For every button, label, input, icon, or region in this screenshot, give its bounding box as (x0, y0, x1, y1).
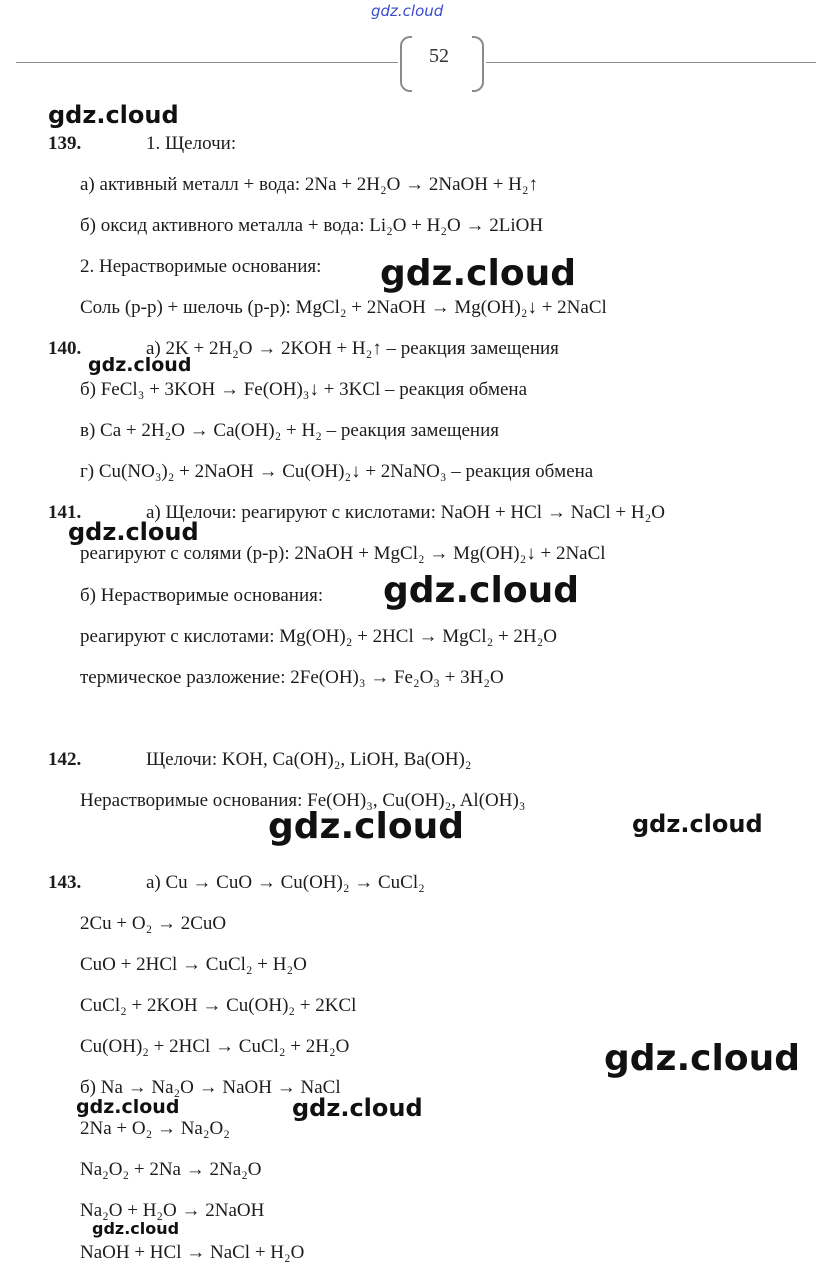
text-line: 2. Нерастворимые основания: (80, 256, 322, 277)
page-number-bracket-right (472, 36, 484, 92)
watermark: gdz.cloud (68, 518, 199, 546)
text-line: 2Cu + O₂ → 2CuO (80, 913, 227, 934)
watermark: gdz.cloud (383, 570, 579, 611)
watermark: gdz.cloud (268, 806, 464, 847)
watermark: gdz.cloud (292, 1094, 423, 1122)
text-line: а) 2K + 2H₂O → 2KOH + H₂↑ – реакция замещения (146, 338, 559, 359)
text-line: б) оксид активного металла + вода: Li₂O + H₂O → 2LiOH (80, 215, 544, 236)
text-line: CuCl₂ + 2KOH → Cu(OH)₂ + 2KCl (80, 995, 357, 1016)
text-line: NaOH + HCl → NaCl + H₂O (80, 1242, 305, 1263)
header-rule-left (16, 62, 398, 63)
page-number: 52 (429, 45, 449, 67)
text-line: Cu(OH)₂ + 2HCl → CuCl₂ + 2H₂O (80, 1036, 350, 1057)
problem-number: 143. (48, 872, 82, 893)
watermark: gdz.cloud (92, 1219, 180, 1238)
text-line: б) Na → Na₂O → NaOH → NaCl (80, 1077, 341, 1098)
page-number-bracket-left (400, 36, 412, 92)
text-line: б) Нерастворимые основания: (80, 585, 324, 606)
text-line: а) Щелочи: реагируют с кислотами: NaOH + HCl → NaCl + H₂O (146, 502, 665, 523)
text-line: термическое разложение: 2Fe(OH)₃ → Fe₂O₃ + 3H₂O (80, 667, 504, 688)
text-line: а) активный металл + вода: 2Na + 2H₂O → 2NaOH + H₂↑ (80, 174, 539, 195)
watermark: gdz.cloud (380, 253, 576, 294)
text-line: Нерастворимые основания: Fe(OH)₃, Cu(OH)₂, Al(OH)₃ (80, 790, 526, 811)
text-line: реагируют с кислотами: Mg(OH)₂ + 2HCl → MgCl₂ + 2H₂O (80, 626, 557, 647)
watermark: gdz.cloud (604, 1038, 800, 1079)
text-line: б) FeCl₃ + 3KOH → Fe(OH)₃↓ + 3KCl – реакция обмена (80, 379, 528, 400)
text-line: 2Na + O₂ → Na₂O₂ (80, 1118, 230, 1139)
text-line: 1. Щелочи: (146, 133, 237, 154)
text-line: CuO + 2HCl → CuCl₂ + H₂O (80, 954, 307, 975)
text-line: Na₂O + H₂O → 2NaOH (80, 1200, 265, 1221)
watermark-top: gdz.cloud (371, 2, 444, 20)
watermark: gdz.cloud (632, 810, 763, 838)
text-line: г) Cu(NO₃)₂ + 2NaOH → Cu(OH)₂↓ + 2NaNO₃ – реакция обмена (80, 461, 594, 482)
text-line: а) Cu → CuO → Cu(OH)₂ → CuCl₂ (146, 872, 425, 893)
problem-number: 140. (48, 338, 82, 359)
problem-number: 142. (48, 749, 82, 770)
header-rule-right (486, 62, 816, 63)
text-line: Соль (р-р) + шелочь (р-р): MgCl₂ + 2NaOH → Mg(OH)₂↓ + 2NaCl (80, 297, 607, 318)
problem-number: 139. (48, 133, 82, 154)
problem-number: 141. (48, 502, 82, 523)
text-line: Na₂O₂ + 2Na → 2Na₂O (80, 1159, 262, 1180)
text-line: реагируют с солями (р-р): 2NaOH + MgCl₂ → Mg(OH)₂↓ + 2NaCl (80, 543, 606, 564)
watermark: gdz.cloud (88, 354, 192, 376)
watermark: gdz.cloud (48, 101, 179, 129)
text-line: в) Ca + 2H₂O → Ca(OH)₂ + H₂ – реакция замещения (80, 420, 500, 441)
watermark: gdz.cloud (76, 1096, 180, 1118)
text-line: Щелочи: KOH, Ca(OH)₂, LiOH, Ba(OH)₂ (146, 749, 472, 770)
